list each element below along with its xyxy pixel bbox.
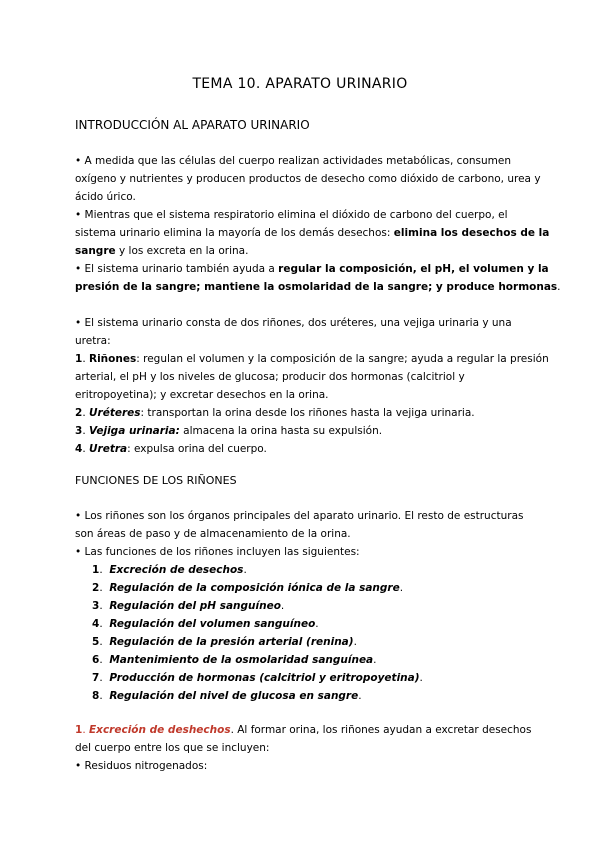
organ-item-1-line-1: 1. Riñones: regulan el volumen y la composición de la sangre; ayuda a regular la presión bbox=[75, 353, 549, 365]
function-item: 5. Regulación de la presión arterial (renina). bbox=[92, 636, 357, 648]
intro-paragraph-2-line-1: • Mientras que el sistema respiratorio elimina el dióxido de carbono del cuerpo, el bbox=[75, 209, 508, 221]
excretion-paragraph-line-2: del cuerpo entre los que se incluyen: bbox=[75, 742, 270, 754]
intro-paragraph-2-line-3: sangre y los excreta en la orina. bbox=[75, 245, 249, 257]
intro-paragraph-1-line-3: ácido úrico. bbox=[75, 191, 136, 203]
intro-paragraph-1-line-2: oxígeno y nutrientes y producen productos de desecho como dióxido de carbono, urea y bbox=[75, 173, 541, 185]
function-item: 6. Mantenimiento de la osmolaridad sanguínea. bbox=[92, 654, 377, 666]
intro-paragraph-2-line-2: sistema urinario elimina la mayoría de los demás desechos: elimina los desechos de la bbox=[75, 227, 550, 239]
section-heading-intro: INTRODUCCIÓN AL APARATO URINARIO bbox=[75, 118, 310, 132]
organ-item-1-line-2: arterial, el pH y los niveles de glucosa; producir dos hormonas (calcitriol y bbox=[75, 371, 465, 383]
function-item: 4. Regulación del volumen sanguíneo. bbox=[92, 618, 319, 630]
functions-paragraph-2-line-1: • Las funciones de los riñones incluyen las siguientes: bbox=[75, 546, 360, 558]
function-item: 2. Regulación de la composición iónica de la sangre. bbox=[92, 582, 404, 594]
intro-paragraph-4-line-1: • El sistema urinario consta de dos riñones, dos uréteres, una vejiga urinaria y una bbox=[75, 317, 512, 329]
organ-item-3: 3. Vejiga urinaria: almacena la orina hasta su expulsión. bbox=[75, 425, 383, 437]
function-item: 3. Regulación del pH sanguíneo. bbox=[92, 600, 285, 612]
function-item: 1. Excreción de desechos. bbox=[92, 564, 247, 576]
organ-item-2: 2. Uréteres: transportan la orina desde los riñones hasta la vejiga urinaria. bbox=[75, 407, 475, 419]
intro-paragraph-1-line-1: • A medida que las células del cuerpo realizan actividades metabólicas, consumen bbox=[75, 155, 512, 167]
document-title: TEMA 10. APARATO URINARIO bbox=[192, 76, 408, 92]
function-item: 7. Producción de hormonas (calcitriol y eritropoyetina). bbox=[92, 672, 423, 684]
intro-paragraph-4-line-2: uretra: bbox=[75, 335, 111, 347]
organ-item-1-line-3: eritropoyetina); y excretar desechos en la orina. bbox=[75, 389, 329, 401]
intro-paragraph-3-line-1: • El sistema urinario también ayuda a regular la composición, el pH, el volumen y la bbox=[75, 263, 549, 275]
section-heading-functions: FUNCIONES DE LOS RIÑONES bbox=[75, 474, 237, 487]
functions-paragraph-1-line-2: son áreas de paso y de almacenamiento de la orina. bbox=[75, 528, 351, 540]
intro-paragraph-3-line-2: presión de la sangre; mantiene la osmolaridad de la sangre; y produce hormonas. bbox=[75, 281, 561, 293]
excretion-paragraph-line-3: • Residuos nitrogenados: bbox=[75, 760, 208, 772]
functions-paragraph-1-line-1: • Los riñones son los órganos principales del aparato urinario. El resto de estructuras bbox=[75, 510, 524, 522]
function-item: 8. Regulación del nivel de glucosa en sangre. bbox=[92, 690, 362, 702]
excretion-paragraph-line-1: 1. Excreción de deshechos. Al formar orina, los riñones ayudan a excretar desechos bbox=[75, 724, 532, 736]
organ-item-4: 4. Uretra: expulsa orina del cuerpo. bbox=[75, 443, 267, 455]
